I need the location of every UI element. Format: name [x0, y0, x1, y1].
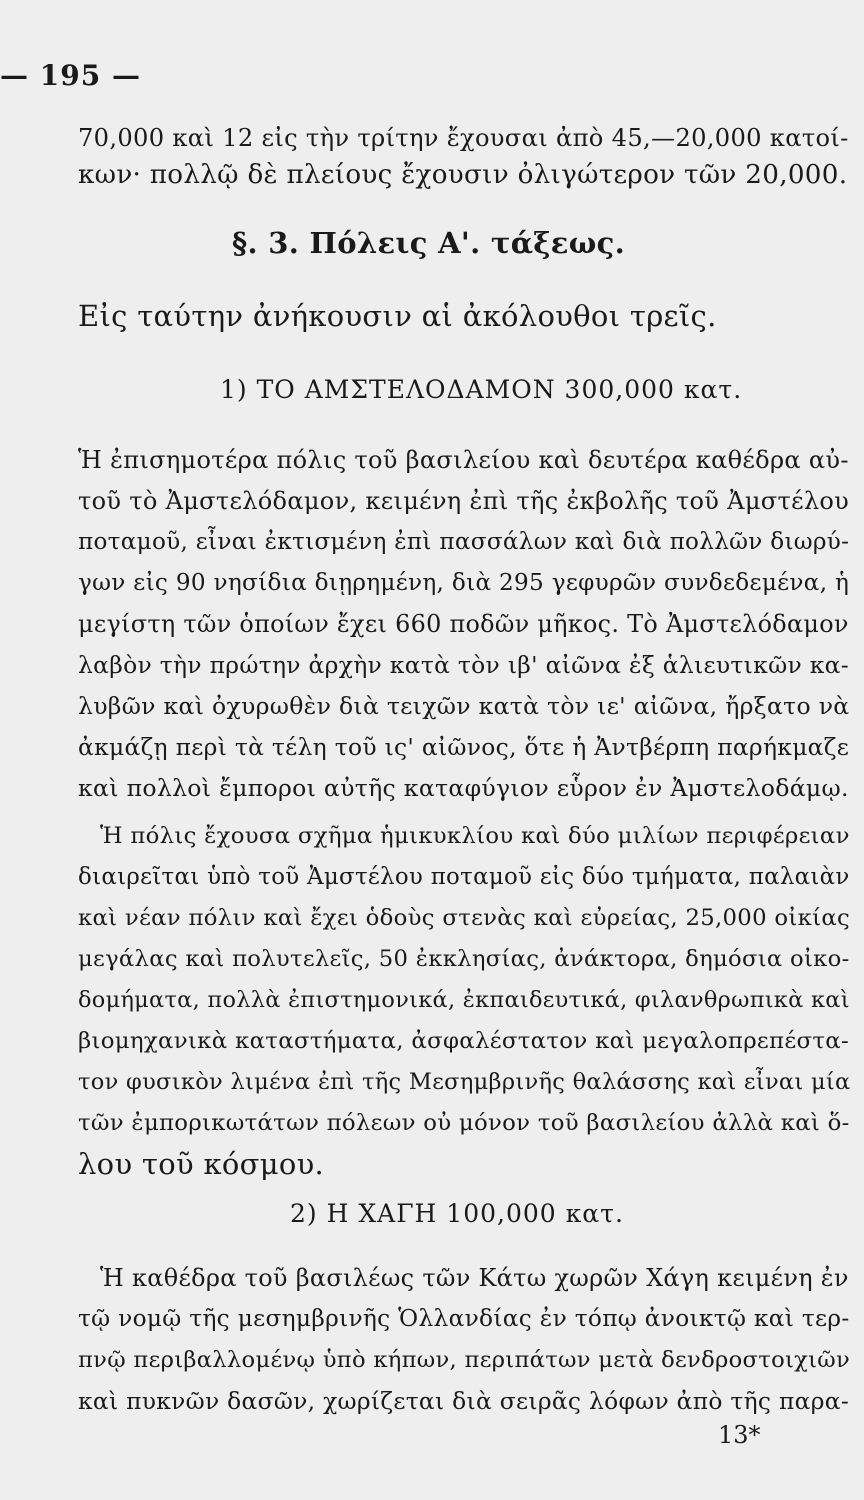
text-line: 70,000 καὶ 12 εἰς τὴν τρίτην ἔχουσαι ἀπὸ 45,—20,000 κατοί- [78, 124, 849, 152]
text-line: καὶ πυκνῶν δασῶν, χωρίζεται διὰ σειρᾶς λόφων ἀπὸ τῆς παρα- [78, 1387, 850, 1415]
text-line: Ἡ ἐπισημοτέρα πόλις τοῦ βασιλείου καὶ δευτέρα καθέδρα αὐ- [78, 446, 849, 474]
city-heading-amsterdam: 1) ΤΟ ΑΜΣΤΕΛΟΔΑΜΟΝ 300,000 κατ. [220, 375, 743, 404]
text-line: κων· πολλῷ δὲ πλείους ἔχουσιν ὀλιγώτερον τῶν 20,000. [78, 160, 848, 190]
text-line: καὶ νέαν πόλιν καὶ ἔχει ὁδοὺς στενὰς καὶ εὐρείας, 25,000 οἰκίας [78, 905, 851, 931]
text-line: βιομηχανικὰ καταστήματα, ἀσφαλέστατον καὶ μεγαλοπρεπέστα- [78, 1028, 850, 1054]
text-line: τῷ νομῷ τῆς μεσημβρινῆς Ὁλλανδίας ἐν τόπῳ ἀνοικτῷ καὶ τερ- [78, 1305, 850, 1332]
text-line: λυβῶν καὶ ὀχυρωθὲν διὰ τειχῶν κατὰ τὸν ιε' αἰῶνα, ἤρξατο νὰ [78, 692, 850, 720]
city-heading-hague: 2) Η ΧΑΓΗ 100,000 κατ. [290, 1199, 624, 1228]
text-line: διαιρεῖται ὑπὸ τοῦ Ἀμστέλου ποταμοῦ εἰς δύο τμήματα, παλαιὰν [78, 864, 850, 890]
text-line: τοῦ τὸ Ἀμστελόδαμον, κειμένη ἐπὶ τῆς ἐκβολῆς τοῦ Ἀμστέλου [78, 487, 850, 515]
text-line: γων εἰς 90 νησίδια διῃρημένη, διὰ 295 γεφυρῶν συνδεδεμένα, ἡ [78, 570, 850, 596]
text-line: μεγίστη τῶν ὁποίων ἔχει 660 ποδῶν μῆκος. Τὸ Ἀμστελόδαμον [78, 610, 849, 638]
text-line: λου τοῦ κόσμου. [78, 1147, 325, 1181]
text-line: μεγάλας καὶ πολυτελεῖς, 50 ἐκκλησίας, ἀνάκτορα, δημόσια οἰκο- [78, 946, 850, 972]
signature-mark: 13* [718, 1421, 761, 1449]
text-line: τον φυσικὸν λιμένα ἐπὶ τῆς Μεσημβρινῆς θαλάσσης καὶ εἶναι μία [78, 1069, 851, 1095]
text-line: λαβὸν τὴν πρώτην ἀρχὴν κατὰ τὸν ιβ' αἰῶνα ἐξ ἁλιευτικῶν κα- [78, 651, 849, 679]
text-line: Ἡ πόλις ἔχουσα σχῆμα ἡμικυκλίου καὶ δύο μιλίων περιφέρειαν [100, 823, 850, 849]
text-line: πνῷ περιβαλλομένῳ ὑπὸ κήπων, περιπάτων μετὰ δενδροστοιχιῶν [78, 1347, 851, 1373]
page-number: — 195 — [0, 59, 141, 92]
text-line: Ἡ καθέδρα τοῦ βασιλέως τῶν Κάτω χωρῶν Χάγη κειμένη ἐν [100, 1264, 849, 1292]
text-line: δομήματα, πολλὰ ἐπιστημονικά, ἐκπαιδευτικά, φιλανθρωπικὰ καὶ [78, 987, 850, 1013]
text-line: τῶν ἐμπορικωτάτων πόλεων οὐ μόνον τοῦ βασιλείου ἀλλὰ καὶ ὅ- [78, 1110, 850, 1136]
text-line: ποταμοῦ, εἶναι ἐκτισμένη ἐπὶ πασσάλων καὶ διὰ πολλῶν διωρύ- [78, 529, 850, 555]
text-line: ἀκμάζῃ περὶ τὰ τέλη τοῦ ις' αἰῶνος, ὅτε ἡ Ἀντβέρπη παρήκμαζε [78, 733, 850, 761]
text-line: καὶ πολλοὶ ἔμποροι αὐτῆς καταφύγιον εὗρον ἐν Ἀμστελοδάμῳ. [78, 774, 849, 802]
section-intro: Εἰς ταύτην ἀνήκουσιν αἱ ἀκόλουθοι τρεῖς. [78, 299, 717, 333]
section-heading: §. 3. Πόλεις Α'. τάξεως. [232, 226, 625, 260]
